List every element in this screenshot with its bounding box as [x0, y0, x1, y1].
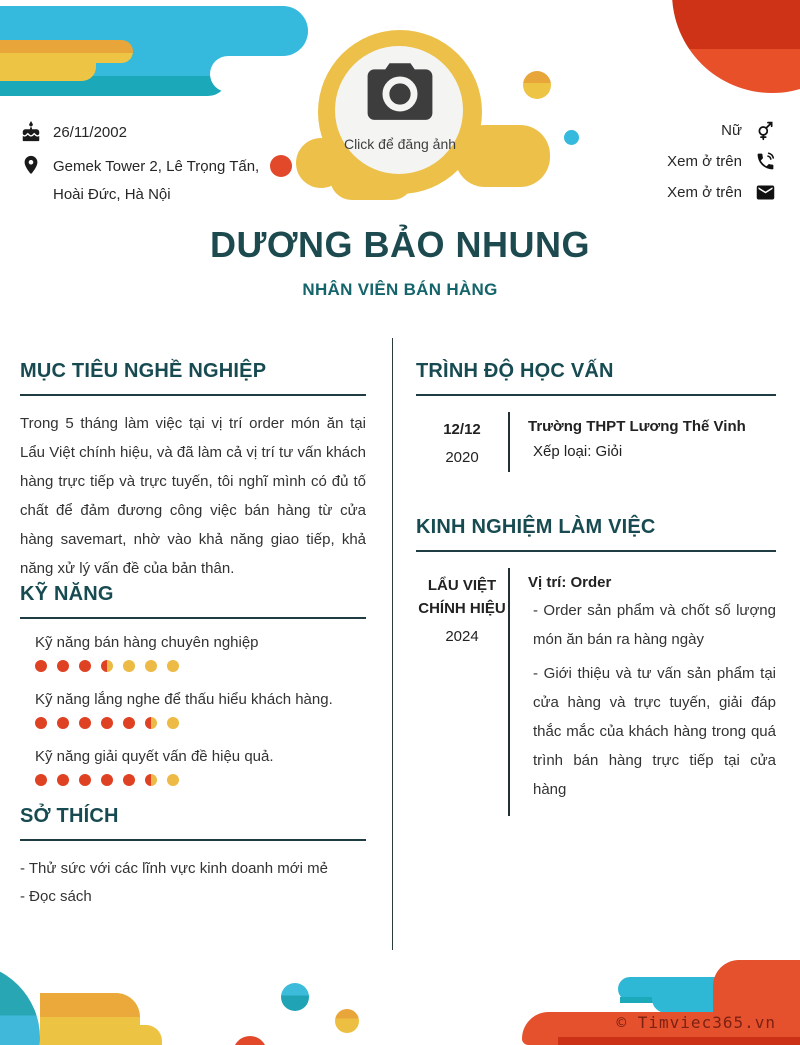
left-column [20, 360, 366, 911]
rating-dot [167, 660, 179, 672]
skills-list [20, 634, 366, 786]
rating-dot [35, 774, 47, 786]
rating-dot [123, 660, 135, 672]
decor-small-yellow-circle [523, 71, 551, 99]
rating-dot [101, 660, 113, 672]
skill-rating [35, 774, 366, 786]
skill-item [35, 748, 366, 786]
rating-dot [79, 717, 91, 729]
hobby-item: - Đọc sách [20, 888, 92, 905]
rating-dot [35, 717, 47, 729]
section-title-experience: KINH NGHIỆM LÀM VIỆC [416, 516, 776, 552]
experience-year: 2024 [445, 628, 479, 645]
decor-bottom-right-red-strip [558, 1037, 800, 1045]
rating-dot [57, 717, 69, 729]
experience-company-line2: CHÍNH HIỆU [418, 600, 506, 617]
objective-text: Trong 5 tháng làm việc tại vị trí order món ăn tại Lẩu Việt chính hiệu, và đã làm cả vị trí tư vấn khách hàng trực tiếp và trực tuyến, tôi nghĩ mình có đủ tố chất để đảm đương công việc bán hàng từ cửa hàng savemart, nhờ vào khả năng giao tiếp, khả năng xử lý vấn đề của bản thân. [20, 415, 366, 577]
email-row [576, 182, 776, 203]
skill-label: Kỹ năng lắng nghe để thấu hiểu khách hàng. [35, 691, 333, 708]
skill-label: Kỹ năng giải quyết vấn đề hiệu quả. [35, 748, 274, 765]
decor-top-left-notch [210, 56, 246, 92]
skill-item [35, 634, 366, 672]
decor-top-right-red-circle [672, 0, 800, 93]
phone-row [576, 151, 776, 172]
address-value: Gemek Tower 2, Lê Trọng Tấn, Hoài Đức, Hà Nội [53, 158, 260, 203]
decor-bottom-left-yellow-bar-lower [40, 1025, 162, 1045]
hobby-list [20, 855, 366, 911]
hobby-item: - Thử sức với các lĩnh vực kinh doanh mới mẻ [20, 860, 328, 877]
section-title-hobbies: SỞ THÍCH [20, 805, 366, 841]
watermark: © Timviec365.vn [616, 1013, 776, 1032]
camera-icon[interactable] [360, 56, 440, 128]
decor-small-teal-circle [281, 983, 309, 1011]
rating-dot [145, 774, 157, 786]
candidate-name: DƯƠNG BẢO NHUNG [209, 224, 591, 265]
rating-dot [79, 660, 91, 672]
education-period [416, 412, 508, 472]
column-divider [392, 338, 393, 950]
address-row [20, 153, 310, 209]
education-grade: Xếp loại: Giỏi [533, 443, 623, 460]
experience-entry [416, 568, 776, 816]
photo-yellow-blob-right-lobe [455, 125, 550, 187]
experience-company-line1: LẨU VIỆT [427, 577, 497, 594]
birthday-row [20, 120, 310, 144]
decor-bottom-left-teal-circle [0, 963, 40, 1045]
rating-dot [101, 774, 113, 786]
experience-position: Vị trí: Order [528, 574, 612, 591]
rating-dot [123, 717, 135, 729]
skill-rating [35, 717, 366, 729]
rating-dot [167, 717, 179, 729]
experience-detail-line: - Giới thiệu và tư vấn sản phẩm tại cửa hàng và trực tuyến, giải đáp thắc mắc của khách hàng trong quá trình bán hàng trực tiếp tại cửa hàng [533, 665, 776, 798]
section-title-objective: MỤC TIÊU NGHỀ NGHIỆP [20, 360, 366, 396]
rating-dot [101, 717, 113, 729]
gender-value: Nữ [721, 122, 742, 139]
decor-orange-semicircle [233, 1036, 267, 1045]
contact-info-right [576, 120, 776, 213]
experience-company [416, 568, 508, 816]
section-title-skills: KỸ NĂNG [20, 583, 366, 619]
education-period-line1: 12/12 [443, 421, 481, 438]
section-title-education: TRÌNH ĐỘ HỌC VẤN [416, 360, 776, 396]
mail-icon [755, 182, 776, 203]
education-school: Trường THPT Lương Thế Vinh [528, 418, 746, 435]
rating-dot [57, 660, 69, 672]
contact-info-left [20, 120, 310, 218]
skill-item [35, 691, 366, 729]
rating-dot [167, 774, 179, 786]
education-period-line2: 2020 [445, 449, 479, 466]
decor-small-yellow-circle-bottom [335, 1009, 359, 1033]
job-title: NHÂN VIÊN BÁN HÀNG [302, 280, 498, 299]
phone-value: Xem ở trên [667, 153, 742, 170]
photo-upload-caption[interactable]: Click để đăng ảnh [343, 136, 457, 152]
birthday-value: 26/11/2002 [53, 124, 127, 141]
email-value: Xem ở trên [667, 184, 742, 201]
rating-dot [35, 660, 47, 672]
location-pin-icon [20, 154, 42, 176]
right-column [416, 360, 776, 816]
rating-dot [79, 774, 91, 786]
experience-details-list [528, 596, 776, 804]
rating-dot [57, 774, 69, 786]
phone-icon [755, 151, 776, 172]
rating-dot [123, 774, 135, 786]
skill-rating [35, 660, 366, 672]
education-entry [416, 412, 776, 472]
birthday-cake-icon [20, 121, 42, 143]
experience-detail-line: - Order sản phẩm và chốt số lượng món ăn bán ra hàng ngày [533, 602, 776, 648]
skill-label: Kỹ năng bán hàng chuyên nghiệp [35, 634, 259, 651]
gender-row [576, 120, 776, 141]
experience-detail [508, 568, 776, 816]
gender-icon [755, 120, 776, 141]
rating-dot [145, 660, 157, 672]
decor-top-left-yellow-bar-lower [0, 55, 96, 81]
rating-dot [145, 717, 157, 729]
education-detail [508, 412, 776, 472]
